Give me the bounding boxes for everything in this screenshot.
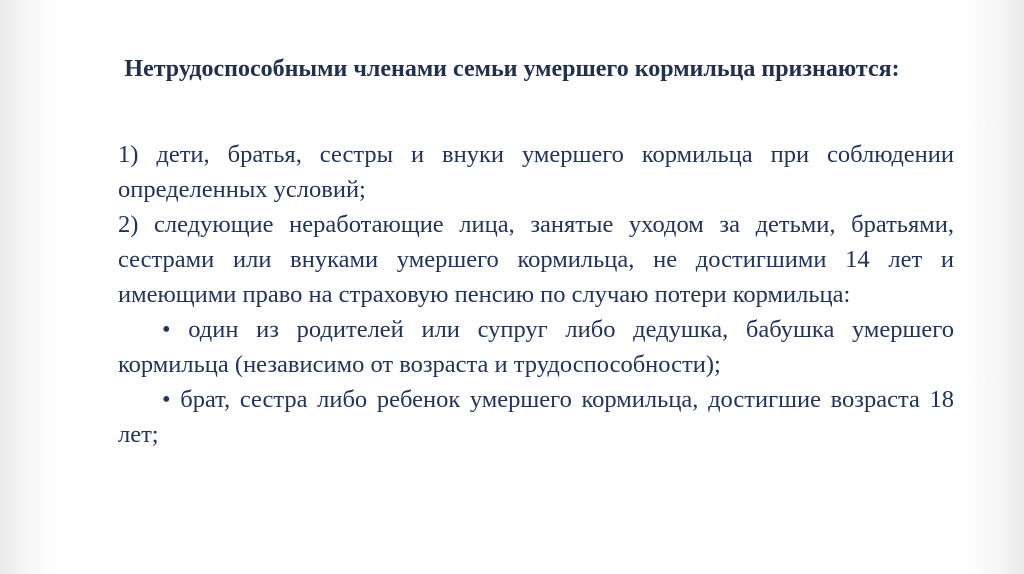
bullet-parents-spouse: • один из родителей или супруг либо дедушка, бабушка умершего кормильца (независимо от возраста и трудоспособности); [118,316,954,378]
paragraph-caregivers: 2) следующие неработающие лица, занятые уходом за детьми, братьями, сестрами или внуками умершего кормильца, не достигшими 14 лет и имеющими право на страховую пенсию по случаю потери кормильца: [118,211,954,308]
paragraph-children: 1) дети, братья, сестры и внуки умершего кормильца при соблюдении определенных условий; [118,141,954,203]
slide-title: Нетрудоспособными членами семьи умершего кормильца признаются: [124,56,900,82]
slide-body [118,137,954,452]
bullet-siblings-child: • брат, сестра либо ребенок умершего кормильца, достигшие возраста 18 лет; [118,386,954,448]
